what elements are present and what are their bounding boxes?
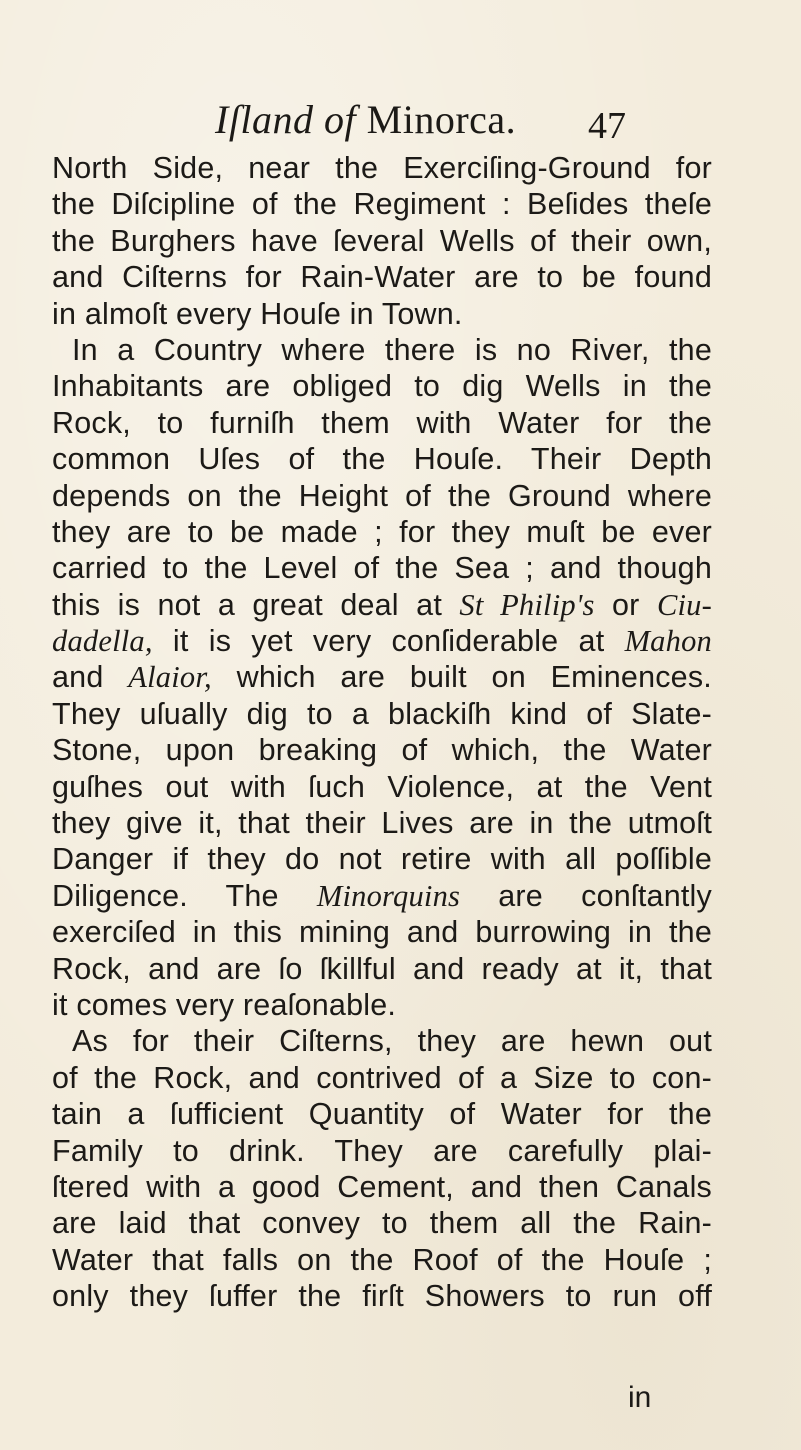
- text-line: Rock, to furniſh them with Water for the: [52, 405, 712, 440]
- running-header: [0, 92, 801, 152]
- text-line: the Diſcipline of the Regiment : Beſides theſe: [52, 187, 712, 222]
- text-line: in almoſt every Houſe in Town.: [52, 296, 463, 331]
- text-line: They uſually dig to a blackiſh kind of Slate-: [52, 696, 712, 731]
- text-line: they give it, that their Lives are in the utmoſt: [52, 806, 712, 841]
- text-line: Rock, and are ſo ſkillful and ready at it, that: [52, 951, 712, 986]
- place-mahon: Mahon: [624, 624, 712, 659]
- text-line-mixed: [52, 623, 712, 659]
- text-line: Inhabitants are obliged to dig Wells in the: [52, 369, 712, 404]
- text-line-mixed: [52, 659, 712, 695]
- running-title-minorca: Minorca.: [366, 97, 517, 142]
- running-title-island: Iſland: [215, 97, 314, 142]
- text-line: of the Rock, and contrived of a Size to con-: [52, 1060, 712, 1095]
- text-line: tain a ſufficient Quantity of Water for the: [52, 1097, 712, 1132]
- page-number: 47: [588, 105, 626, 147]
- text-segment: or: [612, 587, 640, 622]
- text-line: the Burghers have ſeveral Wells of their own,: [52, 223, 712, 258]
- running-title-of: of: [324, 97, 357, 142]
- paragraph-start: As for their Ciſterns, they are hewn out: [72, 1024, 712, 1059]
- text-line-mixed: [52, 587, 712, 623]
- text-line: carried to the Level of the Sea ; and though: [52, 551, 712, 586]
- place-alaior: Alaior,: [128, 660, 212, 695]
- text-segment: Diligence. The: [52, 878, 279, 913]
- text-line: depends on the Height of the Ground where: [52, 478, 712, 513]
- text-line: only they ſuffer the firſt Showers to run off: [52, 1279, 712, 1314]
- text-line: it comes very reaſonable.: [52, 987, 397, 1022]
- text-line: North Side, near the Exerciſing-Ground for: [52, 151, 712, 185]
- text-line: Stone, upon breaking of which, the Water: [52, 733, 712, 768]
- running-title: [215, 92, 516, 148]
- text-line: are laid that convey to them all the Rain-: [52, 1206, 712, 1241]
- body-text: [52, 150, 712, 1315]
- text-line: they are to be made ; for they muſt be ever: [52, 514, 712, 549]
- place-st-philips: St Philip's: [459, 587, 595, 622]
- text-segment: it is yet very conſiderable at: [172, 624, 605, 659]
- text-line: exerciſed in this mining and burrowing in the: [52, 915, 712, 950]
- place-ciudadella-part2: dadella,: [52, 624, 153, 659]
- text-line: guſhes out with ſuch Violence, at the Vent: [52, 769, 712, 804]
- text-line: Danger if they do not retire with all poſſible: [52, 842, 712, 877]
- text-line-mixed: [52, 878, 712, 914]
- text-line: common Uſes of the Houſe. Their Depth: [52, 442, 712, 477]
- catchword: in: [628, 1381, 652, 1414]
- text-line: and Ciſterns for Rain-Water are to be found: [52, 260, 712, 295]
- text-line: Water that falls on the Roof of the Houſe ;: [52, 1242, 712, 1277]
- people-minorquins: Minorquins: [316, 878, 461, 913]
- text-segment: are conſtantly: [498, 878, 712, 913]
- text-segment: which are built on Eminences.: [236, 660, 712, 695]
- text-segment: and: [52, 660, 104, 695]
- text-segment: this is not a great deal at: [52, 587, 443, 622]
- text-line: ſtered with a good Cement, and then Canals: [52, 1169, 712, 1204]
- text-line: Family to drink. They are carefully plai-: [52, 1133, 712, 1168]
- place-ciudadella-part1: Ciu-: [656, 587, 712, 622]
- paragraph-start: In a Country where there is no River, the: [72, 332, 712, 367]
